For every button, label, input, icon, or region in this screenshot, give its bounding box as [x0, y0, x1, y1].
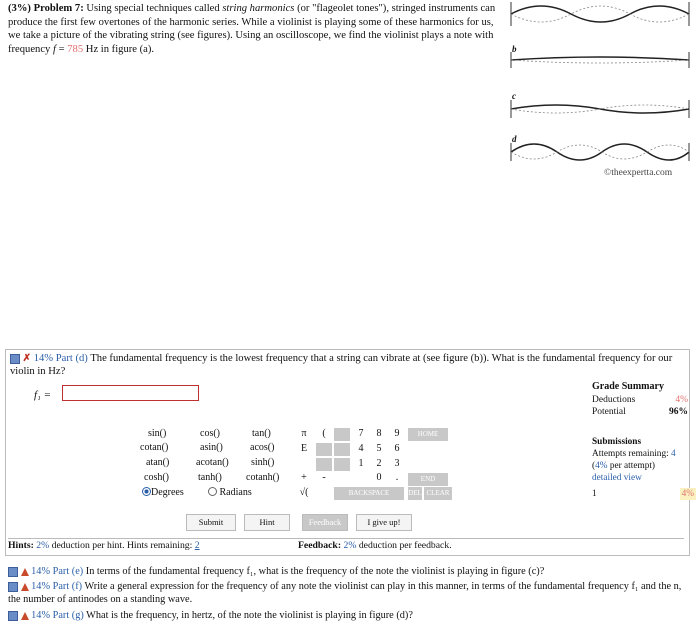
calc-key-e[interactable]: E: [300, 443, 308, 454]
problem-title: Problem 7:: [33, 3, 84, 14]
radio-selected-icon: [142, 487, 151, 496]
calc-key-5[interactable]: 5: [376, 443, 382, 454]
calc-key-blank[interactable]: [316, 458, 332, 471]
give-up-button[interactable]: I give up!: [356, 514, 412, 531]
frequency-unit: Hz in figure (a).: [85, 43, 155, 55]
calc-key-home[interactable]: HOME: [408, 428, 448, 441]
calc-key-minus[interactable]: -: [322, 472, 326, 483]
warning-icon: [21, 612, 29, 620]
submission-row-pct: 4%: [681, 489, 694, 499]
frequency-symbol: f: [53, 43, 56, 55]
feedback-text: deduction per feedback.: [358, 540, 452, 551]
calc-key-cotanh[interactable]: cotanh(): [246, 472, 280, 483]
calc-key-acotan[interactable]: acotan(): [196, 457, 229, 468]
calc-key-atan[interactable]: atan(): [146, 457, 170, 468]
calc-key-cosh[interactable]: cosh(): [144, 472, 169, 483]
copyright-credit: ©theexpertta.com: [604, 168, 673, 178]
calc-key-acos[interactable]: acos(): [250, 442, 275, 453]
frequency-value: 785: [67, 43, 84, 55]
problem-text-2: (or "flageolet tones"), stringed instruments can produce the first few overtones of the harmonic series. While a violinist is playing some of these harmonics for us, we take a picture of the vibrating string (see figures). Using an oscilloscope, we find the violinist plays a note with frequency: [8, 3, 496, 55]
feedback-button[interactable]: Feedback: [302, 514, 348, 531]
figure-label-c: c: [512, 91, 516, 101]
per-attempt-pct: 4%: [595, 461, 608, 471]
part-d-question: [10, 352, 682, 378]
submissions-panel: Submissions Attempts remaining: 4 (4% per attempt) detailed view 1 4%: [592, 437, 694, 499]
calc-key-sin[interactable]: sin(): [148, 428, 167, 439]
problem-text-1: Using special techniques called: [86, 3, 220, 14]
calc-key-blank[interactable]: [334, 428, 350, 441]
calc-key-end[interactable]: END: [408, 473, 448, 486]
calc-key-tan[interactable]: tan(): [252, 428, 271, 439]
feedback-pct: 2%: [343, 540, 357, 551]
deductions-label: Deductions: [592, 394, 636, 405]
figure-c: [511, 100, 689, 118]
hints-feedback-bar: [8, 538, 684, 553]
calc-key-blank[interactable]: [334, 458, 350, 471]
feedback-label: Feedback:: [298, 540, 342, 551]
figure-label-d: d: [512, 134, 517, 144]
figure-d: [511, 143, 689, 161]
hint-button[interactable]: Hint: [244, 514, 290, 531]
radians-radio[interactable]: [208, 487, 252, 498]
warning-icon: [21, 568, 29, 576]
calc-key-2[interactable]: 2: [376, 458, 382, 469]
document-icon: [8, 567, 18, 577]
document-icon: [10, 354, 20, 364]
calc-key-4[interactable]: 4: [358, 443, 364, 454]
grade-summary-title: Grade Summary: [592, 381, 664, 392]
calc-key-6[interactable]: 6: [394, 443, 400, 454]
calc-key-dot[interactable]: .: [395, 472, 399, 483]
calc-key-open-paren[interactable]: (: [322, 428, 326, 439]
calc-key-asin[interactable]: asin(): [200, 442, 223, 453]
feedback-info: [298, 539, 452, 553]
calc-key-0[interactable]: 0: [376, 472, 382, 483]
warning-icon: [21, 583, 29, 591]
calculator: [134, 423, 460, 507]
per-attempt-text: per attempt): [609, 461, 656, 471]
submission-row-number: 1: [592, 489, 597, 499]
part-f-percent: 14% Part (f): [31, 581, 83, 592]
deductions-value: 4%: [675, 394, 688, 405]
document-icon: [8, 582, 18, 592]
calc-key-blank[interactable]: [316, 443, 332, 456]
answer-label: f₁ =: [34, 389, 52, 401]
part-e-text: In terms of the fundamental frequency f₁, what is the frequency of the note the violinist is playing in figure (c)?: [85, 566, 545, 577]
error-icon: ✗: [22, 353, 32, 365]
calc-key-blank[interactable]: [334, 443, 350, 456]
attempts-label: Attempts remaining:: [592, 449, 669, 459]
problem-weight: (3%): [8, 3, 31, 14]
calc-key-pi[interactable]: π: [301, 428, 307, 439]
figure-a: [511, 2, 689, 26]
hints-label: Hints:: [8, 540, 34, 551]
part-d-question-text: The fundamental frequency is the lowest frequency that a string can vibrate at (see figure (b)). What is the fundamental frequency for our violin in Hz?: [10, 353, 673, 378]
document-icon: [8, 611, 18, 621]
calc-key-del[interactable]: DEL: [408, 487, 422, 500]
calc-key-clear[interactable]: CLEAR: [424, 487, 452, 500]
radio-unselected-icon: [208, 487, 217, 496]
attempts-value: 4: [671, 449, 676, 459]
part-e-row[interactable]: [8, 566, 690, 579]
degrees-radio[interactable]: [142, 487, 184, 498]
problem-statement: (3%) Problem 7: Using special techniques called string harmonics (or "flageolet tones"), stringed instruments can produce the first few overtones of the harmonic series. While a violinist is playing some of these harmonics for us, we take a picture of the vibrating string (see figures). Using an oscilloscope, we find the violinist plays a note with frequency f = 785 Hz in figure (a).: [8, 3, 496, 55]
calc-key-backspace[interactable]: BACKSPACE: [334, 487, 404, 500]
submit-button[interactable]: Submit: [186, 514, 236, 531]
grade-summary: [592, 381, 688, 419]
figure-label-b: b: [512, 44, 517, 54]
calc-key-sqrt[interactable]: √(: [299, 487, 309, 498]
part-g-percent: 14% Part (g): [31, 610, 84, 621]
radians-label: Radians: [219, 487, 252, 498]
part-g-text: What is the frequency, in hertz, of the note the violinist is playing in figure (d)?: [86, 610, 413, 621]
potential-value: 96%: [669, 407, 688, 417]
calc-key-1[interactable]: 1: [358, 458, 364, 469]
calc-key-cos[interactable]: cos(): [200, 428, 220, 439]
problem-term: string harmonics: [222, 3, 295, 14]
calc-key-7[interactable]: 7: [358, 428, 364, 439]
degrees-label: Degrees: [151, 487, 184, 498]
hints-pct: 2%: [36, 540, 50, 551]
figure-b: [511, 52, 689, 68]
part-f-row[interactable]: [8, 581, 690, 606]
hints-remaining: 2: [194, 540, 200, 551]
calc-key-8[interactable]: 8: [376, 428, 382, 439]
calc-key-tanh[interactable]: tanh(): [198, 472, 222, 483]
calc-key-3[interactable]: 3: [394, 458, 400, 469]
submissions-title: Submissions: [592, 437, 642, 447]
detailed-view-link[interactable]: detailed view: [592, 473, 642, 483]
calc-key-sinh[interactable]: sinh(): [251, 457, 275, 468]
calc-key-9[interactable]: 9: [394, 428, 400, 439]
part-d-percent: 14% Part (d): [33, 353, 88, 364]
hints-text: deduction per hint. Hints remaining:: [51, 540, 193, 551]
calc-key-plus[interactable]: +: [301, 472, 307, 483]
part-f-text: Write a general expression for the frequency of any note the violinist can play in this manner, in terms of the fundamental frequency f₁ and the n, the number of antinodes on a standing wave.: [8, 581, 682, 605]
potential-label: Potential: [592, 407, 626, 417]
part-e-percent: 14% Part (e): [31, 566, 84, 577]
answer-input[interactable]: [62, 385, 199, 401]
part-g-row[interactable]: [8, 610, 690, 623]
calc-key-cotan[interactable]: cotan(): [140, 442, 169, 453]
string-figures: [508, 0, 693, 165]
